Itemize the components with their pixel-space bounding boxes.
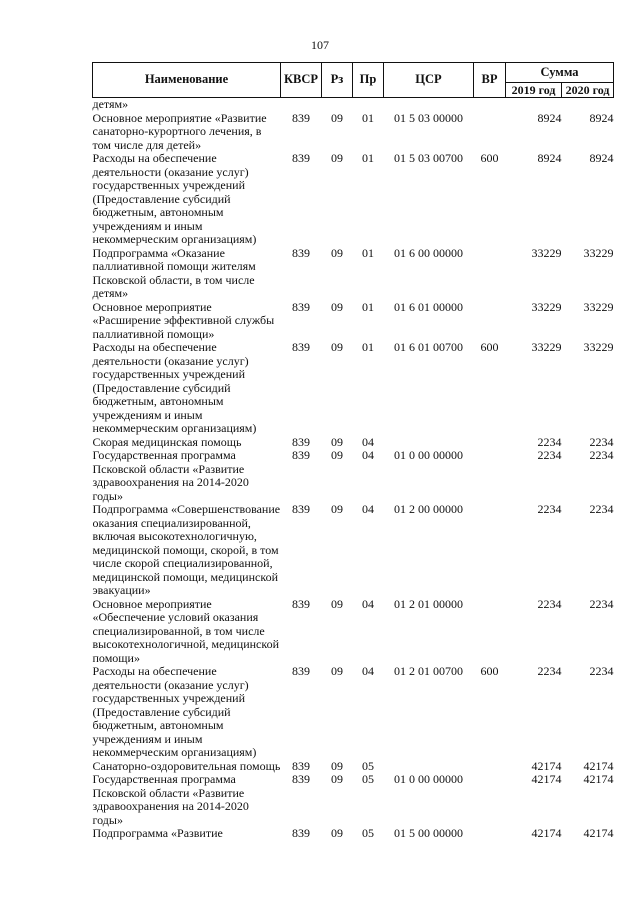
cell-kvsr: 839 <box>292 245 310 260</box>
cell-pr: 05 <box>362 772 374 786</box>
cell-vr <box>474 827 506 841</box>
cell-rz: 09 <box>331 448 343 462</box>
cell-sum-2020: 8924 <box>589 151 614 165</box>
header-2019: 2019 год <box>506 83 562 98</box>
cell-sum-2020: 2234 <box>589 434 614 449</box>
cell-sum-2019: 42174 <box>531 772 562 786</box>
cell-rz: 09 <box>331 772 343 786</box>
header-kvsr: КВСР <box>281 63 322 98</box>
cell-csr: 01 0 00 00000 <box>394 448 463 462</box>
cell-vr <box>474 247 506 301</box>
cell-rz: 09 <box>331 596 343 611</box>
cell-csr <box>384 98 474 112</box>
cell-csr: 01 2 01 00700 <box>394 664 463 678</box>
cell-rz: 09 <box>331 299 343 314</box>
table-row <box>93 827 614 841</box>
cell-sum-2020: 42174 <box>583 826 614 840</box>
table-row <box>93 98 614 112</box>
cell-csr: 01 0 00 00000 <box>394 772 463 786</box>
cell-sum-2019: 2234 <box>537 502 562 516</box>
cell-sum-2020: 8924 <box>589 110 614 125</box>
cell-kvsr: 839 <box>292 340 310 354</box>
cell-pr: 01 <box>362 110 374 125</box>
cell-pr: 01 <box>362 245 374 260</box>
table-row <box>93 247 614 301</box>
cell-sum-2020: 42174 <box>583 772 614 786</box>
cell-sum-2019: 8924 <box>537 151 562 165</box>
cell-name: Скорая медицинская помощь <box>92 434 242 449</box>
cell-vr <box>474 503 506 598</box>
cell-kvsr: 839 <box>292 502 310 516</box>
page-number: 107 <box>311 38 329 52</box>
cell-rz: 09 <box>331 151 343 165</box>
cell-name: Подпрограмма «Оказание паллиативной помощи жителям Псковской области, в том числе детям» <box>92 245 256 300</box>
cell-csr: 01 2 01 00000 <box>394 596 463 611</box>
cell-sum-2019: 33229 <box>531 299 562 314</box>
cell-vr <box>474 436 506 450</box>
cell-sum-2019 <box>506 98 562 112</box>
cell-kvsr: 839 <box>292 664 310 678</box>
cell-sum-2020: 33229 <box>583 340 614 354</box>
cell-csr: 01 5 00 00000 <box>394 826 463 840</box>
cell-sum-2019: 33229 <box>531 340 562 354</box>
cell-pr: 04 <box>362 434 374 449</box>
cell-vr: 600 <box>480 664 499 678</box>
cell-vr <box>474 301 506 342</box>
cell-name: Государственная программа Псковской области «Развитие здравоохранения на 2014-2020 годы» <box>92 772 249 827</box>
cell-vr <box>474 449 506 503</box>
cell-vr <box>474 773 506 827</box>
cell-sum-2020: 2234 <box>589 448 614 462</box>
table-row <box>93 112 614 153</box>
cell-name: Подпрограмма «Совершенствование оказания специализированной, включая высокотехнологичную, медицинской помощи, скорой, в том числе скорой специализированной, медицинской помощи, медицинской эвакуации» <box>92 502 281 597</box>
cell-vr <box>474 598 506 666</box>
cell-vr: 600 <box>480 151 499 165</box>
table-row <box>93 301 614 342</box>
table-row <box>93 341 614 436</box>
cell-rz: 09 <box>331 340 343 354</box>
header-name: Наименование <box>93 63 281 98</box>
cell-name: Санаторно-оздоровительная помощь <box>92 758 281 773</box>
cell-kvsr: 839 <box>292 448 310 462</box>
cell-rz: 09 <box>331 434 343 449</box>
cell-pr <box>353 98 384 112</box>
cell-vr: 600 <box>480 340 499 354</box>
cell-csr: 01 6 01 00700 <box>394 340 463 354</box>
cell-name: Основное мероприятие «Развитие санаторно-курортного лечения, в том числе для детей» <box>92 110 267 152</box>
table-row <box>93 665 614 760</box>
cell-sum-2020: 42174 <box>583 758 614 773</box>
cell-sum-2019: 8924 <box>537 110 562 125</box>
table-row <box>93 152 614 247</box>
cell-pr: 05 <box>362 758 374 773</box>
cell-pr: 04 <box>362 664 374 678</box>
header-rz: Рз <box>322 63 353 98</box>
cell-kvsr: 839 <box>292 110 310 125</box>
cell-name: Расходы на обеспечение деятельности (оказание услуг) государственных учреждений (Предоставление субсидий бюджетным, автономным учреждениям и иным некоммерческим организациям) <box>92 151 257 246</box>
cell-sum-2019: 2234 <box>537 664 562 678</box>
cell-kvsr: 839 <box>292 758 310 773</box>
table-row <box>93 449 614 503</box>
header-csr: ЦСР <box>384 63 474 98</box>
cell-pr: 04 <box>362 596 374 611</box>
cell-csr <box>384 760 474 774</box>
cell-name: Основное мероприятие «Обеспечение условий оказания специализированной, в том числе высокотехнологичной, медицинской помощи» <box>92 596 280 665</box>
cell-rz: 09 <box>331 245 343 260</box>
cell-pr: 04 <box>362 448 374 462</box>
table-row <box>93 773 614 827</box>
cell-kvsr: 839 <box>292 151 310 165</box>
cell-sum-2019: 42174 <box>531 826 562 840</box>
cell-csr: 01 6 01 00000 <box>394 299 463 314</box>
cell-rz: 09 <box>331 758 343 773</box>
cell-name: Подпрограмма «Развитие <box>92 826 223 840</box>
cell-rz: 09 <box>331 826 343 840</box>
cell-kvsr: 839 <box>292 299 310 314</box>
cell-vr <box>474 760 506 774</box>
cell-kvsr <box>281 98 322 112</box>
cell-pr: 01 <box>362 340 374 354</box>
cell-pr: 01 <box>362 299 374 314</box>
cell-sum-2020: 33229 <box>583 245 614 260</box>
header-pr: Пр <box>353 63 384 98</box>
cell-sum-2020: 2234 <box>589 596 614 611</box>
cell-pr: 05 <box>362 826 374 840</box>
table-body <box>93 98 614 841</box>
table-row <box>93 503 614 598</box>
cell-csr: 01 2 00 00000 <box>394 502 463 516</box>
cell-kvsr: 839 <box>292 826 310 840</box>
cell-sum-2020 <box>562 98 614 112</box>
cell-sum-2020: 2234 <box>589 664 614 678</box>
cell-rz <box>322 98 353 112</box>
cell-sum-2019: 2234 <box>537 596 562 611</box>
cell-rz: 09 <box>331 502 343 516</box>
cell-sum-2019: 42174 <box>531 758 562 773</box>
cell-name: Расходы на обеспечение деятельности (оказание услуг) государственных учреждений (Предоставление субсидий бюджетным, автономным учреждениям и иным некоммерческим организациям) <box>92 664 257 759</box>
budget-table <box>92 62 614 841</box>
cell-kvsr: 839 <box>292 772 310 786</box>
cell-sum-2020: 33229 <box>583 299 614 314</box>
cell-kvsr: 839 <box>292 596 310 611</box>
cell-csr: 01 5 03 00700 <box>394 151 463 165</box>
cell-rz: 09 <box>331 664 343 678</box>
cell-vr <box>474 112 506 153</box>
header-sum: Сумма <box>506 63 614 83</box>
cell-csr: 01 6 00 00000 <box>394 245 463 260</box>
cell-pr: 01 <box>362 151 374 165</box>
table-row <box>93 760 614 774</box>
cell-kvsr: 839 <box>292 434 310 449</box>
header-vr: ВР <box>474 63 506 98</box>
cell-rz: 09 <box>331 110 343 125</box>
cell-name: Государственная программа Псковской области «Развитие здравоохранения на 2014-2020 годы» <box>92 448 249 503</box>
header-2020: 2020 год <box>562 83 614 98</box>
table-row <box>93 436 614 450</box>
cell-sum-2020: 2234 <box>589 502 614 516</box>
cell-sum-2019: 2234 <box>537 434 562 449</box>
cell-name: Расходы на обеспечение деятельности (оказание услуг) государственных учреждений (Предоставление субсидий бюджетным, автономным учреждениям и иным некоммерческим организациям) <box>92 340 257 435</box>
table-header <box>93 63 614 98</box>
cell-sum-2019: 2234 <box>537 448 562 462</box>
cell-sum-2019: 33229 <box>531 245 562 260</box>
cell-vr <box>474 98 506 112</box>
cell-csr: 01 5 03 00000 <box>394 110 463 125</box>
cell-name: Основное мероприятие «Расширение эффективной службы паллиативной помощи» <box>92 299 275 341</box>
cell-name: детям» <box>92 97 129 111</box>
cell-pr: 04 <box>362 502 374 516</box>
cell-csr <box>384 436 474 450</box>
table-row <box>93 598 614 666</box>
